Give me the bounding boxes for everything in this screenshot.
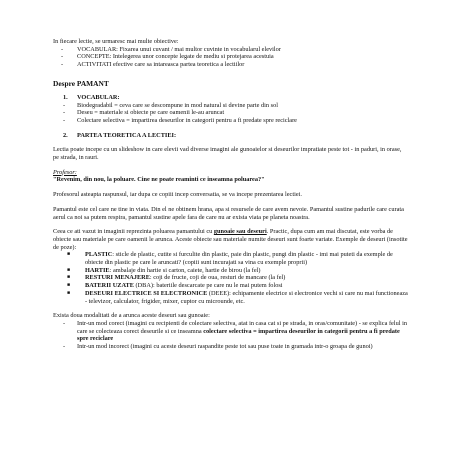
method-correct: - Intr-un mod corect (imagini cu recipienti de colectare selectiva, atat in casa cat si pe strada, in oras/comunitate) - se explica felul in care se colecteaza corect deseurile si ce inseamna colectare selectiva = impartirea deseurilor in categorii pentru a fi predate spre reciclare: [63, 319, 407, 343]
square-bullet-icon: ■: [67, 290, 71, 296]
disposal-methods-list: [53, 320, 408, 351]
vocabulary-item: - Deseu = materiale si obiecte pe care oamenii le-au aruncat: [63, 109, 225, 117]
paragraph-methods: Exista doua modalitati de a arunca aceste deseuri sau gunoaie:: [53, 312, 210, 320]
objectives-list: [53, 46, 408, 69]
waste-item-batteries: ■ BATERII UZATE (DBA): bateriile descarcate pe care nu le mai putem folosi: [53, 282, 408, 290]
waste-item-paper: ■ HARTIE: ambalaje din hartie si carton, caiete, hartie de birou (la fel): [53, 267, 408, 275]
method-incorrect: - Intr-un mod incorect (imagini cu aceste deseuri raspandite peste tot sau puse toate in gramada intr-o groapa de gunoi): [63, 343, 373, 351]
section-heading-theory: 2. PARTEA TEORETICA A LECTIEI:: [63, 131, 177, 139]
objective-item: - VOCABULAR: Fixarea unui cuvant / mai multor cuvinte in vocabularul elevilor: [61, 45, 281, 53]
professor-quote: "Revenim, din nou, la poluare. Cine ne poate reaminti ce inseamna poluarea?": [53, 176, 265, 184]
vocabulary-list: [53, 102, 408, 125]
waste-item-plastic: ■ PLASTIC: sticle de plastic, cutite si furculite din plastic, paie din plastic, pungi din plastic - imi mai puteti da exemple de obiecte din plastic pe care le aruncati? (copiii sunt incurajati sa vina cu exemple proprii): [53, 251, 408, 266]
paragraph-intro-slideshow: Lectia poate incepe cu un slideshow in care elevii vad diverse imagini ale gunoaielor si deseurilor impratiate peste tot - in paduri, in orase, pe strada, in rauri.: [53, 146, 402, 162]
waste-item-electronics: ■ DESEURI ELECTRICE SI ELECTRONICE (DEEE): echipamente electrice si electronice vechi si care nu mai functioneaza - televizor, calculator, frigider, mixer, cuptor cu microunde, etc.: [53, 290, 408, 305]
professor-label: Profesor:: [53, 168, 77, 176]
square-bullet-icon: ■: [67, 252, 71, 258]
paragraph-pollution: Ceea ce ati vazut in imaginii reprezinta poluarea pamantului cu gunoaie sau deseuri. Practic, dupa cum am mai discutat, este vorba de obiecte sau materiale pe care oamenii le arunca. Aceste obiecte sau materiale numite deseuri sunt foarte variate. Exemple de deseuri (insotite de poze):: [53, 228, 408, 251]
paragraph-earth: Pamantul este cel care ne tine in viata. Din el ne obtinem hrana, apa si resursele de care avem nevoie. Pamantul sustine padurile care curata aerul ca noi sa putem respira, pamantul sustine apele fara de care nu ar exista viata pe planeta noastra.: [53, 205, 404, 221]
waste-item-household: ■ RESTURI MENAJERE: coji de fructe, coji de oua, resturi de mancare (la fel): [53, 274, 408, 282]
square-bullet-icon: ■: [67, 275, 71, 281]
vocabulary-item: - Colectare selectiva = impartirea deseurilor in categorii pentru a fi predate spre reciclare: [63, 116, 297, 124]
intro-text: In fiecare lectie, se urmaresc mai multe obiective:: [53, 38, 179, 45]
square-bullet-icon: ■: [67, 267, 71, 273]
waste-types-list: [53, 251, 408, 305]
square-bullet-icon: ■: [67, 283, 71, 289]
paragraph-conversation: Profesorul asteapta raspunsul, iar dupa ce copiii incep conversatia, se va incepe prezentarea lectiei.: [53, 191, 302, 199]
document-title: Despre PAMANT: [53, 78, 109, 88]
vocabulary-item: - Biodegradabil = ceva care se descompune in mod natural si devine parte din sol: [63, 101, 278, 109]
objective-item: - CONCEPTE: Intelegerea unor concepte legate de mediu si protejarea acestuia: [61, 53, 274, 61]
objective-item: - ACTIVITATI efective care sa intareasca partea teoretica a lectiilor: [61, 61, 245, 69]
emphasis-waste: gunoaie sau deseuri: [213, 228, 267, 236]
section-heading-vocabular: 1. VOCABULAR:: [63, 93, 120, 101]
